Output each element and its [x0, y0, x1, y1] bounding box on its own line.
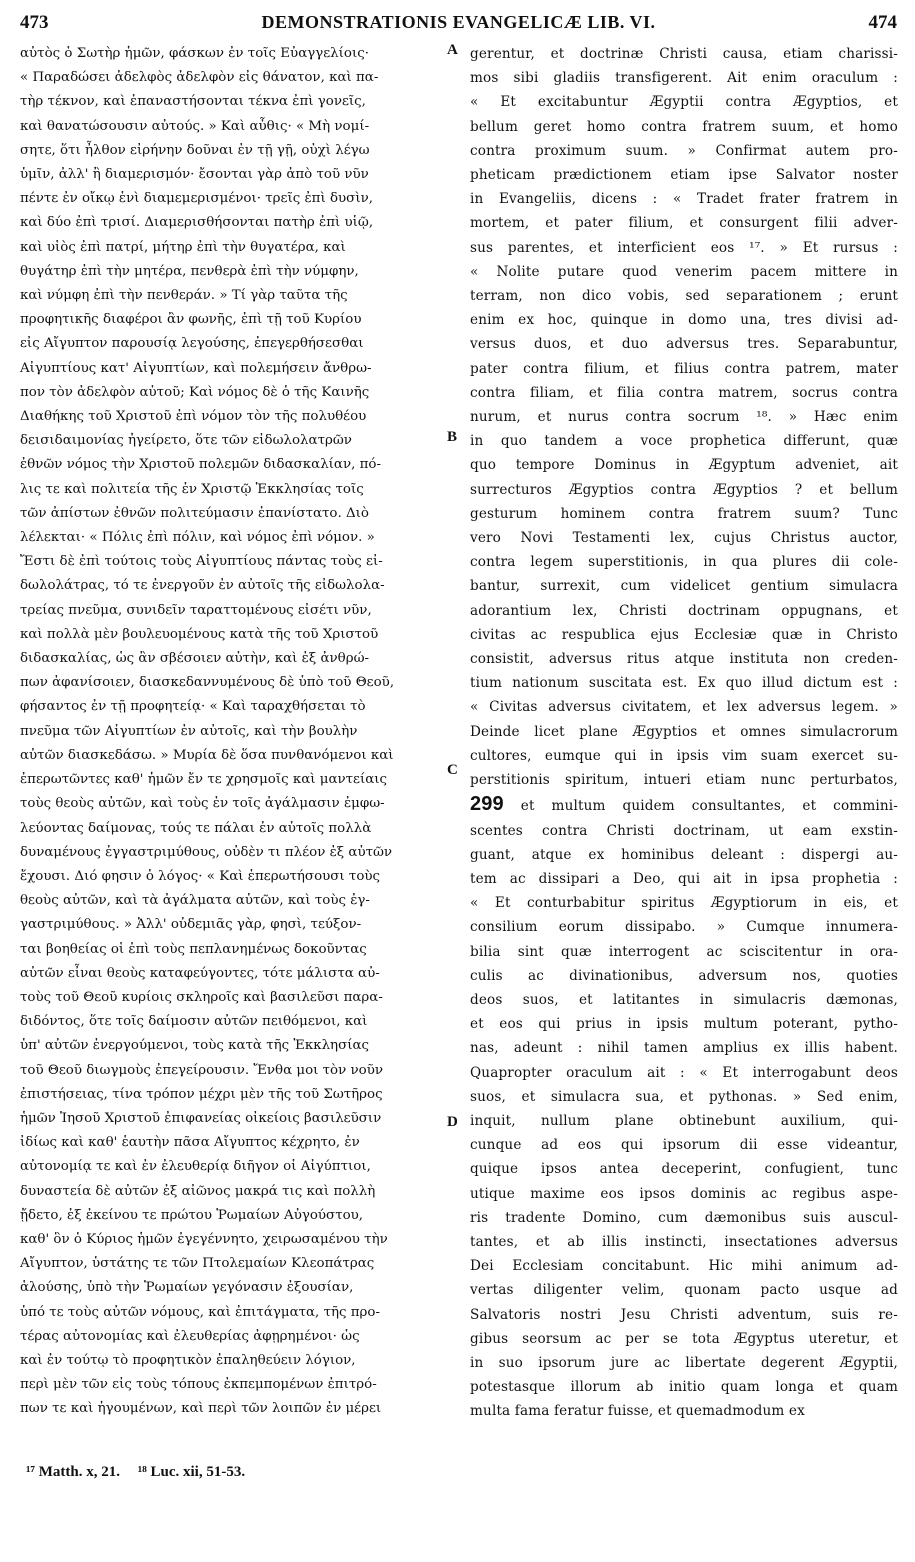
latin-text-line: vero Novi Testamenti lex, cujus Christus auctor, [470, 530, 898, 547]
greek-text-line: αὐτῶν εἶναι θεοὺς καταφεύγοντες, τότε μάλιστα αὐ- [20, 965, 380, 981]
greek-text-line: τοὺς θεοὺς αὐτῶν, καὶ τοὺς ἐν τοῖς ἀγάλμασιν ἐμφω- [20, 796, 385, 812]
footnote-18: ¹⁸ Luc. xii, 51-53. [137, 1464, 246, 1480]
greek-text-line: εἰς Αἴγυπτον παρουσίᾳ λεγούσης, ἐπεγερθήσεσθαι [20, 336, 364, 352]
latin-text-line: adorantium lex, Christi doctrinam oppugnans, et [470, 602, 898, 619]
margin-marker-c: C [447, 762, 458, 778]
greek-text-line: πον τὸν ἀδελφὸν αὐτοῦ; Καὶ νόμος δὲ ὁ τῆς Καινῆς [20, 384, 370, 400]
latin-text-line: « Et excitabuntur Ægyptii contra Ægyptios, et [470, 94, 898, 111]
latin-text-line: utique maxime eos ipsos dominis ac regibus aspe- [470, 1185, 898, 1202]
greek-text-line: καὶ δύο ἐπὶ τρισί. Διαμερισθήσονται πατὴρ ἐπὶ υἱῷ, [20, 215, 374, 231]
greek-text-line: αὐτῶν διασκεδάσω. » Μυρία δὲ ὅσα πυνθανόμενοι καὶ [20, 747, 394, 763]
latin-text-line: in quo tandem a voce prophetica differunt, quæ [470, 433, 898, 450]
greek-text-line: διδόντος, ὅτε τοῖς δαίμοσιν αὐτῶν πειθόμενοι, καὶ [20, 1014, 368, 1030]
greek-text-line: πων ἀφανίσοιεν, διασκεδαννυμένους δὲ ὑπὸ τοῦ Θεοῦ, [20, 675, 395, 691]
latin-text-line: bellum geret homo contra fratrem suum, et homo [470, 118, 898, 135]
latin-text-line: tem ac dissipari a Deo, qui ait in ipsa prophetia : [470, 870, 898, 887]
greek-text-line: τοὺς τοῦ Θεοῦ κυρίοις σκληροῖς καὶ βασιλεῦσι παρα- [20, 989, 383, 1005]
latin-text-line: inquit, nullum plane obtinebunt auxilium, qui- [470, 1112, 898, 1129]
latin-text-line: mos sibi gladiis transfigerent. Ait enim oraculum : [470, 70, 898, 87]
greek-text-line: ἁλούσης, ὑπὸ τὴν Ῥωμαίων γεγόνασιν ἐξουσίαν, [20, 1280, 354, 1296]
greek-text-line: ὑπ' αὐτῶν ἐνεργούμενοι, τοὺς κατὰ τῆς Ἐκκλησίας [20, 1038, 370, 1054]
greek-text-line: Αἴγυπτον, ὑστάτης τε τῶν Πτολεμαίων Κλεοπάτρας [20, 1256, 375, 1272]
greek-text-line: προφητικῆς διαφέροι ἂν φωνῆς, ἐπὶ τῇ τοῦ Κυρίου [20, 312, 362, 328]
latin-text-line: Deinde licet plane Ægyptios et omnes simulacrorum [470, 723, 898, 740]
greek-text-line: ἐπιστήσειας, τίνα τρόπον μέχρι μὲν τῆς τοῦ Σωτῆρος [20, 1086, 383, 1102]
latin-text-line: enim ex hoc, quinque in domo una, tres divisi ad- [470, 312, 898, 329]
latin-text-line: civitas ac respublica ejus Ecclesiæ quæ in Christo [470, 626, 898, 643]
greek-text-line: « Παραδώσει ἀδελφὸς ἀδελφὸν εἰς θάνατον, καὶ πα- [20, 70, 379, 86]
greek-text-line: καὶ νύμφη ἐπὶ τὴν πενθεράν. » Τί γὰρ ταῦτα τῆς [20, 288, 348, 304]
latin-text-line: consistit, adversus ritus atque instituta non creden- [470, 651, 898, 668]
latin-text-line: potestasque illorum ab initio quam longa et quam [470, 1379, 898, 1396]
greek-text-line: καὶ υἱὸς ἐπὶ πατρί, μήτηρ ἐπὶ τὴν θυγατέρα, καὶ [20, 239, 346, 255]
margin-marker-a: A [447, 42, 458, 58]
latin-text-line: bantur, surrexit, cum videlicet gentium simulacra [470, 578, 898, 595]
column-number-marker: 299 [470, 793, 504, 816]
latin-text-line: scentes contra Christi doctrinam, ut eam exstin- [470, 822, 898, 839]
latin-text-line: bilia sint quæ interrogent ac sciscitentur in ora- [470, 943, 898, 960]
greek-text-line: ὑπό τε τοὺς αὐτῶν νόμους, καὶ ἐπιτάγματα, τῆς προ- [20, 1304, 381, 1320]
latin-text-line: pater contra filium, et filius contra patrem, mater [470, 360, 898, 377]
greek-text-line: δυναμένους ἐγγαστριμύθους, οὐδὲν τι πλέον ἐξ αὐτῶν [20, 844, 393, 860]
page-number-right: 474 [868, 12, 897, 33]
latin-text-line: Dei Ecclesiam concitabunt. Hic mihi animum ad- [470, 1258, 898, 1275]
latin-text-line: versus duos, et duo adversus tres. Separabuntur, [470, 336, 898, 353]
greek-text-line: δωλολάτρας, τό τε ἐνεργοῦν ἐν αὐτοῖς τῆς εἰδωλολα- [20, 578, 385, 594]
greek-text-line: ἐθνῶν νόμος τὴν Χριστοῦ πολεμῶν διδασκαλίαν, πό- [20, 457, 382, 473]
latin-text-line: cultores, eumque qui in ipsis vim suam exercet su- [470, 747, 898, 764]
latin-text-line: quique ipsos antea deceperint, confugient, tunc [470, 1161, 898, 1178]
greek-text-line: καὶ πολλὰ μὲν βουλευομένους κατὰ τῆς τοῦ Χριστοῦ [20, 626, 379, 642]
running-title: DEMONSTRATIONIS EVANGELICÆ LIB. VI. [261, 12, 656, 32]
footnote-17: ¹⁷ Matth. x, 21. [26, 1464, 120, 1480]
latin-text-line: mortem, et pater filium, et consurgent filii adver- [470, 215, 898, 232]
greek-text-line: ἐπερωτῶντες καθ' ἡμῶν ἔν τε χρησμοῖς καὶ μαντείαις [20, 772, 388, 788]
greek-text-line: δυναστεία δὲ αὐτῶν ἐξ αἰῶνος μακρά τις καὶ πολλὴ [20, 1183, 376, 1199]
latin-text-line: perstitionis spiritum, intueri etiam nunc perturbatos, [470, 772, 898, 789]
page-number-left: 473 [20, 12, 49, 33]
latin-text-line: 299 et multum quidem consultantes, et commini- [470, 793, 898, 816]
latin-text-line: terram, non dico vobis, sed separationem ; erunt [470, 288, 898, 305]
latin-text-line: Salvatoris nostri Jesu Christi adventum, suis re- [470, 1306, 898, 1323]
latin-text-line: vertas diligenter velim, quonam pacto usque ad [470, 1282, 898, 1299]
greek-text-line: τοῦ Θεοῦ διωγμοὺς ἐπεγείρουσιν. Ἔνθα μοι τὸν νοῦν [20, 1062, 383, 1078]
greek-text-line: σητε, ὅτι ἦλθον εἰρήνην δοῦναι ἐν τῇ γῇ, οὐχὶ λέγω [20, 142, 370, 158]
latin-text-line: quo tempore Dominus in Ægyptum adveniet, ait [470, 457, 898, 474]
greek-text-line: φήσαντος ἐν τῇ προφητείᾳ· « Καὶ ταραχθήσεται τὸ [20, 699, 366, 715]
greek-text-line: ται βοηθείας οἱ ἐπὶ τοὺς πεπλανημένως δοκοῦντας [20, 941, 367, 957]
greek-text-line: αὐτὸς ὁ Σωτὴρ ἡμῶν, φάσκων ἐν τοῖς Εὐαγγελίοις· [20, 46, 369, 61]
greek-text-line: καὶ ἐν τούτῳ τὸ προφητικὸν ἐπαληθεύειν λόγιον, [20, 1352, 356, 1368]
latin-text-line: deos suos, et latitantes in simulacris dæmonas, [470, 991, 898, 1008]
latin-text-line: guant, atque ex hominibus deleant : dispergi au- [470, 846, 898, 863]
latin-text-line: nas, adeunt : nihil tamen amplius ex illis habent. [470, 1040, 898, 1057]
greek-text-line: πέντε ἐν οἴκῳ ἑνὶ διαμεμερισμένοι· τρεῖς ἐπὶ δυσὶν, [20, 191, 373, 207]
latin-text-line: nurum, et nurus contra socrum ¹⁸. » Hæc enim [470, 409, 898, 426]
greek-text-line: θεοὺς αὐτῶν, καὶ τὰ ἀγάλματα αὐτῶν, καὶ τοὺς ἐγ- [20, 893, 370, 909]
greek-text-line: τρείας πνεῦμα, συνιδεῖν ταραττομένους εἰσέτι νῦν, [20, 602, 372, 618]
greek-column [20, 42, 456, 1422]
greek-text-line: τέρας αὐτονομίας καὶ ἐλευθερίας ἀφῃρημένοι· ὡς [20, 1328, 360, 1344]
latin-text-line: « Nolite putare quod venerim pacem mittere in [470, 263, 898, 280]
greek-text-line: ᾔδετο, ἐξ ἐκείνου τε πρώτου Ῥωμαίων Αὐγούστου, [20, 1207, 364, 1223]
greek-text-line: ἡμῶν Ἰησοῦ Χριστοῦ ἐπιφανείας οἰκείοις βασιλεῦσιν [20, 1110, 382, 1126]
greek-text-line: γαστριμύθους. » Ἀλλ' οὐδεμιᾶς γὰρ, φησὶ, τεύξον- [20, 917, 362, 933]
greek-text-line: καὶ θανατώσουσιν αὐτούς. » Καὶ αὖθις· « Μὴ νομί- [20, 118, 370, 134]
greek-text-line: καθ' ὃν ὁ Κύριος ἡμῶν ἐγεγέννητο, χειρωσαμένου τὴν [20, 1231, 388, 1247]
greek-text-line: λέλεκται· « Πόλις ἐπὶ πόλιν, καὶ νόμος ἐπὶ νόμον. » [20, 530, 375, 546]
greek-text-line: περὶ μὲν τῶν εἰς τοὺς τόπους ἐκπεμπομένων ἐπιτρό- [20, 1377, 377, 1393]
latin-text-line: « Civitas adversus civitatem, et lex adversus legem. » [470, 699, 898, 716]
latin-text-line: contra filiam, et filia contra matrem, socrus contra [470, 384, 898, 401]
latin-text-line: culis ac divinationibus, adversum nos, quoties [470, 967, 898, 984]
latin-text-line: tantes, et ab illis instincti, insectationes adversus [470, 1233, 898, 1250]
greek-text-line: αὐτονομίᾳ τε καὶ ἐν ἐλευθερίᾳ διῆγον οἱ Αἰγύπτιοι, [20, 1159, 371, 1175]
latin-text-line: et eos qui prius in ipsis multum poterant, pytho- [470, 1016, 898, 1033]
greek-text-line: πων τε καὶ ἡγουμένων, καὶ περὶ τῶν λοιπῶν ἐν μέρει [20, 1401, 382, 1417]
latin-text-line: multa fama feratur fuisse, et quemadmodum ex [470, 1403, 805, 1420]
latin-text-line: sus parentes, et interficient eos ¹⁷. » Et rursus : [470, 239, 898, 256]
greek-text-line: τὴρ τέκνον, καὶ ἐπαναστήσονται τέκνα ἐπὶ γονεῖς, [20, 94, 366, 110]
greek-text-line: δεισιδαιμονίας ἠγείρετο, ὅτε τῶν εἰδωλολατρῶν [20, 433, 352, 449]
latin-text-line: in Evangeliis, dicens : « Tradet frater fratrem in [470, 191, 898, 208]
latin-text-line: suos, et simulacra sua, et pythonas. » Sed enim, [470, 1088, 898, 1105]
greek-text-line: Ἔστι δὲ ἐπὶ τούτοις τοὺς Αἰγυπτίους πάντας τοὺς εἰ- [20, 554, 383, 570]
greek-text-line: λεύοντας δαίμονας, τούς τε πάλαι ἐν αὐτοῖς πολλὰ [20, 820, 372, 836]
latin-text-line: in suo ipsorum jure ac libertate degerent Ægyptii, [470, 1354, 898, 1371]
latin-text-line: gerentur, et doctrinæ Christi causa, etiam charissi- [470, 46, 898, 62]
latin-text-line: pheticam prædictionem etiam ipse Salvator noster [470, 167, 898, 184]
latin-text-line: contra legem superstitionis, in qua plures dii cole- [470, 554, 898, 571]
greek-text-line: ὑμῖν, ἀλλ' ἢ διαμερισμόν· ἔσονται γὰρ ἀπὸ τοῦ νῦν [20, 167, 369, 183]
latin-text-line: Quapropter oraculum ait : « Et interrogabunt deos [470, 1064, 898, 1081]
latin-text-line: « Et conturbabitur spiritus Ægyptiorum in eis, et [470, 895, 898, 912]
latin-text-line: contra proximum suum. » Confirmat autem pro- [470, 142, 898, 159]
latin-text-line: ris tradente Domino, cum dæmonibus suis auscul- [470, 1209, 898, 1226]
latin-text-line: gibus seorsum ac per se tota Ægyptus uteretur, et [470, 1330, 898, 1347]
latin-text-line: surrecturos Ægyptios contra Ægyptios ? et bellum [470, 481, 898, 498]
margin-marker-b: B [447, 429, 458, 445]
greek-text-line: τῶν ἀπίστων ἐθνῶν πολιτεύμασιν ἐπανίστατο. Διὸ [20, 505, 369, 521]
latin-text-line: tium nationum suscitata est. Ex quo illud dictum est : [470, 675, 898, 692]
greek-text-line: ἔχουσι. Διό φησιν ὁ λόγος· « Καὶ ἐπερωτήσουσι τοὺς [20, 868, 381, 884]
greek-text-line: πνεῦμα τῶν Αἰγυπτίων ἐν αὐτοῖς, καὶ τὴν βουλὴν [20, 723, 358, 739]
margin-marker-d: D [447, 1114, 458, 1130]
greek-text-line: ἰδίως καὶ καθ' ἑαυτὴν πᾶσα Αἴγυπτος κέχρητο, ἐν [20, 1135, 360, 1151]
latin-text-line: cunque ad eos qui ipsorum dii esse videantur, [470, 1137, 898, 1154]
latin-text-line: gesturum hominem contra fratrem suum? Tunc [470, 505, 898, 522]
latin-column [470, 42, 898, 1424]
greek-text-line: θυγάτηρ ἐπὶ τὴν μητέρα, πενθερὰ ἐπὶ τὴν νύμφην, [20, 263, 359, 279]
greek-text-line: διδασκαλίας, ὡς ἂν σβέσοιεν αὐτὴν, καὶ ἐξ ἀνθρώ- [20, 651, 370, 667]
greek-text-line: Διαθήκης τοῦ Χριστοῦ ἐπὶ νόμον τὸν τῆς πολυθέου [20, 409, 367, 425]
greek-text-line: Αἰγυπτίους κατ' Αἰγυπτίων, καὶ πολεμήσειν ἄνθρω- [20, 360, 372, 376]
running-header [20, 8, 897, 38]
latin-text-line: consilium eorum dissipabo. » Cumque innumera- [470, 919, 898, 936]
greek-text-line: λις τε καὶ πολιτεία τῆς ἐν Χριστῷ Ἐκκλησίας τοῖς [20, 481, 364, 497]
footnotes [26, 1464, 259, 1481]
